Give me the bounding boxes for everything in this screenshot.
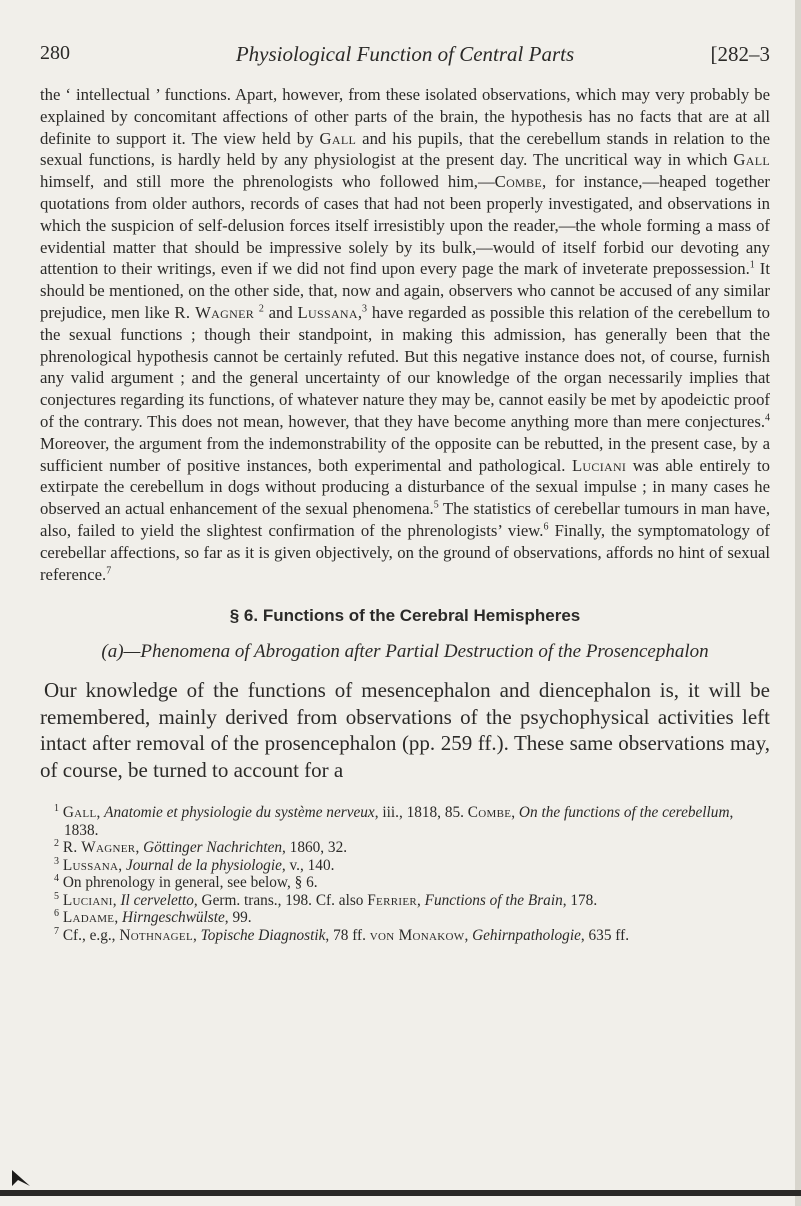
footnote <box>40 927 770 945</box>
running-title: Physiological Function of Central Parts <box>235 42 575 66</box>
footnote <box>40 874 770 892</box>
page-number: 280 <box>40 42 70 64</box>
cursor-arrow-icon <box>10 1168 36 1188</box>
footnote <box>40 892 770 910</box>
note-text: , 99. <box>224 909 252 927</box>
author-name: Luciani <box>571 455 627 475</box>
page-edge-shadow <box>795 0 801 1206</box>
note-work: On the functions of the cerebellum <box>518 804 730 822</box>
text-run: and <box>263 302 298 322</box>
note-text: , <box>464 926 473 944</box>
note-text: , 1860, 32. <box>282 839 348 857</box>
footnote <box>40 839 770 857</box>
text-run: , for instance,—heaped together quotations from older authors, records of cases that had not been properly investigated, and observations in which the suspicion of self-delusion forces itself irresistibly upon the reader,—the whole forming a mass of evidential matter that should be impressive solely by its bulk,—would of itself forbid our devoting any attention to their writings, even if we did not find upon every page the mark of inveterate prepossession. <box>40 172 770 279</box>
footnote-ref: 1 <box>749 259 755 271</box>
note-text: , Germ. trans., 198. Cf. also <box>193 891 368 909</box>
footnote-number: 7 <box>54 925 59 937</box>
footnote-ref: 6 <box>543 521 549 533</box>
note-text: , 78 ff. <box>325 926 370 944</box>
note-text: , <box>112 891 121 909</box>
footnote-number: 1 <box>54 803 59 815</box>
running-header <box>40 42 770 76</box>
note-text: On phrenology in general, see below, § 6. <box>62 874 318 892</box>
note-author: Lussana <box>62 856 119 874</box>
note-text: , <box>511 804 519 822</box>
footnote <box>40 857 770 875</box>
note-work: Hirngeschwülste <box>121 909 225 927</box>
note-author: von Monakow <box>369 926 465 944</box>
note-text: , iii., 1818, 85. <box>374 804 468 822</box>
note-work: Il cerveletto <box>120 891 194 909</box>
note-text: , 635 ff. <box>580 926 630 944</box>
footnote-ref: 3 <box>362 303 368 315</box>
note-text: , <box>96 804 105 822</box>
footnote-ref: 2 <box>258 303 264 315</box>
author-name: Lussana <box>297 302 358 322</box>
footnote-number: 2 <box>54 838 59 850</box>
footnote <box>40 909 770 927</box>
section-heading: § 6. Functions of the Cerebral Hemispheres <box>229 606 581 626</box>
author-name: R. Wagner <box>174 302 255 322</box>
note-author: Gall <box>62 804 97 822</box>
note-work: Functions of the Brain <box>424 891 563 909</box>
text-run: It should be mentioned, on the other side, that, now and again, observers who cannot be accused of any similar prejudice, men like <box>40 259 770 322</box>
note-work: Gehirnpathologie <box>472 926 581 944</box>
author-name: Gall <box>733 150 770 170</box>
note-author: Ferrier <box>367 891 417 909</box>
note-author: Combe <box>467 804 512 822</box>
note-text: , <box>416 891 425 909</box>
note-author: Ladame <box>62 909 115 927</box>
footnote-number: 5 <box>54 890 59 902</box>
footnote-ref: 4 <box>765 412 770 424</box>
text-run: The statistics of cerebellar tumours in man have, also, failed to yield the slightest confirmation of the phrenologists’ view. <box>40 499 770 540</box>
note-text: , <box>118 856 126 874</box>
text-run: himself, and still more the phrenologists who followed him,— <box>40 172 495 192</box>
note-author: Nothnagel <box>119 926 193 944</box>
footnote-number: 3 <box>54 855 59 867</box>
footnote-number: 6 <box>54 908 59 920</box>
note-work: Anatomie et physiologie du système nerveux <box>104 804 375 822</box>
note-work: Göttinger Nachrichten <box>143 839 283 857</box>
text-run: and his pupils, that the cerebellum stands in relation to the sexual functions, is hardly held by any physiologist at the present day. The uncritical way in which <box>40 128 771 170</box>
note-work: Journal de la physiologie <box>125 856 282 874</box>
author-name: Gall <box>319 128 357 148</box>
text-run: , <box>357 302 363 322</box>
text-run: Finally, the symptomatology of cerebellar affections, so far as it is given objectively, on the ground of observations, affords no hint of sexual reference. <box>40 520 770 584</box>
text-run: was able entirely to extirpate the cerebellum in dogs without producing a disturbance of the sexual impulse ; in many cases he observed an actual enhancement of the sexual phenomena. <box>40 455 770 519</box>
note-text: , <box>192 926 201 944</box>
note-work: Topische Diagnostik <box>200 926 326 944</box>
text-run: have regarded as possible this relation of the cerebellum to the sexual functions ; though their standpoint, in making this admission, has generally been that the phrenological hypothesis cannot be certainly refuted. But this negative instance does not, of course, furnish any valid argument ; and the general uncertainty of our knowledge of the organ necessarily implies that conjectures regarding its functions, of whatever nature they may be, cannot easily be met by apodeictic proof of the contrary. This does not mean, however, that they have become anything more than mere conjectures. <box>40 302 770 431</box>
note-text: , 1838. <box>64 804 734 839</box>
footnote-ref: 7 <box>106 564 112 576</box>
bottom-edge-bar <box>0 1190 801 1196</box>
subsection-heading: (a)—Phenomena of Abrogation after Partial Destruction of the Prosencephalon <box>101 641 709 663</box>
footnote <box>40 804 770 839</box>
note-text: , <box>114 909 122 927</box>
note-text: , v., 140. <box>281 856 335 874</box>
note-text: , 178. <box>562 891 598 909</box>
paragraph-2: Our knowledge of the functions of mesencephalon and diencephalon is, it will be remembered, mainly derived from observations of the psychophysical activities left intact after removal of the prosencephalon (pp. 259 ff.). These same observations may, of course, be turned to account for a <box>40 678 770 782</box>
note-author: Luciani <box>62 891 113 909</box>
note-text: , <box>135 839 144 857</box>
footnote-ref: 5 <box>433 499 439 511</box>
paragraph-1 <box>40 84 770 585</box>
footnote-number: 4 <box>54 873 59 885</box>
author-name: Combe <box>494 172 542 192</box>
section-range: [282–3 <box>710 42 770 66</box>
note-author: R. Wagner <box>62 839 136 857</box>
note-text: Cf., e.g., <box>62 926 120 944</box>
text-run: the ‘ intellectual ’ functions. Apart, however, from these isolated observations, which may very probably be explained by concomitant affections of other parts of the brain, the hypothesis has no facts that are at all definite to support it. The view held by <box>40 85 770 148</box>
text-run: Moreover, the argument from the indemonstrability of the opposite can be rebutted, in the present case, by a sufficient number of positive instances, both experimental and pathological. <box>40 433 770 475</box>
page-body <box>40 84 770 944</box>
footnotes <box>40 804 770 944</box>
